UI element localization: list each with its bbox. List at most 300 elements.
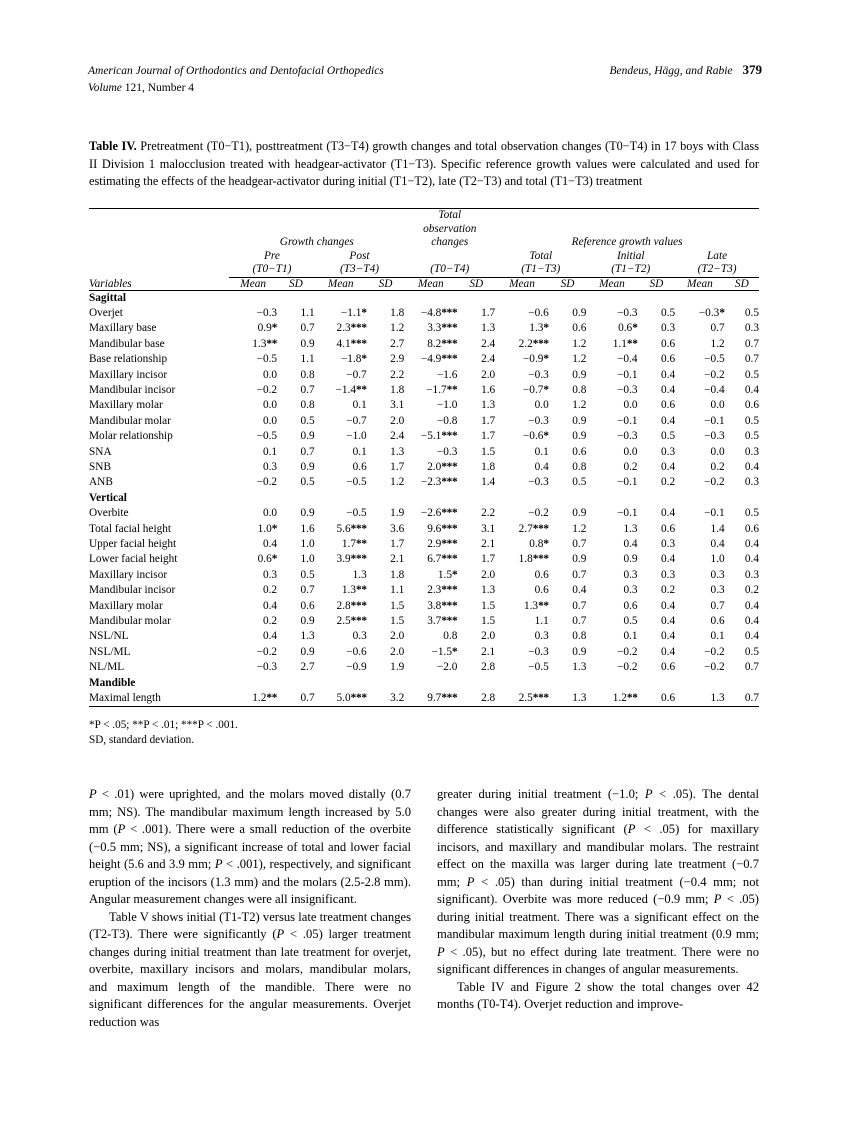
mean-value-0: 0.2 <box>262 584 278 597</box>
sd-header-5: SD <box>725 277 759 290</box>
sd-value-1: 2.9 <box>390 353 405 366</box>
section-spacer-cell <box>367 676 405 691</box>
author-list: Bendeus, Hägg, and Rabie <box>609 65 733 77</box>
sd-value-2: 2.1 <box>481 538 496 550</box>
section-spacer-cell <box>495 676 549 691</box>
sd-value-1: 1.9 <box>390 507 405 520</box>
table-row <box>89 691 759 707</box>
mean-value-4: −0.1 <box>617 507 638 520</box>
mean-value-2: 9.6*** <box>427 522 458 535</box>
sd-value-5: 0.4 <box>744 460 759 473</box>
mean-value-3: −0.3 <box>528 414 549 427</box>
sd-value-0: 0.9 <box>300 645 315 658</box>
sd-value-0: 0.8 <box>300 368 315 381</box>
sd-value-3: 0.8 <box>572 460 587 473</box>
mean-value-5: −0.3 <box>704 430 725 443</box>
page-number: 379 <box>742 62 762 77</box>
mean-value-2: 0.8 <box>443 630 458 643</box>
mean-value-1: −1.4** <box>335 383 367 396</box>
mean-value-0: 0.4 <box>262 538 278 550</box>
sd-value-0: 1.0 <box>300 553 315 566</box>
sd-value-5: 0.4 <box>744 538 759 550</box>
sd-value-3: 0.9 <box>572 306 587 319</box>
mean-value-3: 1.1 <box>534 615 549 628</box>
sd-value-4: 0.6 <box>661 337 676 350</box>
mean-value-5: −0.2 <box>704 645 725 658</box>
mean-value-5: 0.0 <box>710 399 725 412</box>
mean-value-4: −0.2 <box>617 645 638 658</box>
sd-value-4: 0.4 <box>661 414 676 427</box>
table-label: Table IV. <box>89 139 137 153</box>
mean-value-0: 1.2** <box>229 691 277 707</box>
mean-value-2: −2.6*** <box>420 507 458 520</box>
table-row <box>89 583 759 598</box>
table-row <box>89 568 759 583</box>
mean-value-2: −1.6 <box>436 368 458 381</box>
sd-value-3: 0.9 <box>572 553 587 566</box>
supergroup-growth-changes: Growth changes <box>229 209 404 250</box>
volume-issue: 121, Number 4 <box>121 82 195 94</box>
mean-value-4: 0.0 <box>623 445 638 458</box>
mean-value-1: 2.3*** <box>336 322 367 335</box>
sd-value-2: 1.5 <box>481 615 496 628</box>
sd-value-4: 0.6 <box>661 661 676 674</box>
sd-value-0: 0.5 <box>300 568 315 581</box>
mean-value-1: −0.9 <box>346 661 367 674</box>
section-header-row <box>89 290 759 306</box>
mean-value-1: −1.0 <box>346 430 367 443</box>
sd-value-0: 0.6 <box>300 599 315 612</box>
mean-value-1: 2.5*** <box>336 615 367 628</box>
mean-value-1: 1.3 <box>352 568 367 581</box>
variable-name: NSL/NL <box>89 630 129 643</box>
sd-value-3: 1.2 <box>572 399 587 412</box>
section-spacer-cell <box>229 676 277 691</box>
sd-value-3: 1.2 <box>572 522 587 535</box>
sd-value-2: 2.8 <box>481 661 496 674</box>
mean-value-5: −0.3* <box>698 306 725 319</box>
sd-value-5: 0.7 <box>744 337 759 350</box>
sd-value-1: 1.1 <box>390 584 405 597</box>
sd-value-0: 0.5 <box>300 414 315 427</box>
sd-value-3: 0.6 <box>572 445 587 458</box>
table-row <box>89 306 759 321</box>
variable-name: Maxillary molar <box>89 599 163 612</box>
section-spacer-cell <box>457 290 495 306</box>
sd-value-5: 0.5 <box>744 430 759 443</box>
mean-value-1: −0.5 <box>346 507 367 520</box>
sd-value-4: 0.4 <box>661 383 676 396</box>
variable-name: NL/ML <box>89 661 125 674</box>
section-spacer-cell <box>229 491 277 506</box>
sd-value-5: 0.4 <box>744 599 759 612</box>
sd-value-1: 1.2 <box>390 322 405 335</box>
mean-value-0: 0.1 <box>262 445 278 458</box>
subgroup-late-period: (T2−T3) <box>697 263 737 275</box>
sd-value-4: 0.4 <box>661 645 676 658</box>
sd-value-4: 0.2 <box>661 476 676 489</box>
mean-value-5: −0.4 <box>704 383 725 396</box>
variable-name: Lower facial height <box>89 553 178 566</box>
sd-value-0: 1.0 <box>300 538 315 550</box>
variables-header: Variables <box>89 277 132 290</box>
sd-value-1: 2.2 <box>390 368 405 381</box>
sd-value-1: 1.5 <box>390 599 405 612</box>
sd-value-0: 0.9 <box>300 615 315 628</box>
sd-value-3: 0.5 <box>572 476 587 489</box>
sd-value-4: 0.5 <box>661 430 676 443</box>
table-row <box>89 522 759 537</box>
sd-value-1: 1.7 <box>390 538 405 550</box>
sd-value-2: 1.8 <box>481 460 496 473</box>
mean-header-1: Mean <box>315 277 367 290</box>
mean-value-5: 0.2 <box>710 460 725 473</box>
sd-value-1: 2.4 <box>390 430 405 443</box>
mean-value-5: 1.0 <box>710 553 725 566</box>
sd-value-5: 0.5 <box>744 414 759 427</box>
sd-value-2: 2.0 <box>481 630 496 643</box>
sd-value-1: 3.2 <box>367 691 405 707</box>
section-spacer-cell <box>549 676 587 691</box>
sd-value-5: 0.5 <box>744 306 759 319</box>
sd-value-4: 0.6 <box>661 522 676 535</box>
mean-value-2: 3.8*** <box>427 599 458 612</box>
sd-value-2: 1.7 <box>481 553 496 566</box>
mean-value-2: 2.9*** <box>427 538 458 550</box>
sd-value-3: 0.9 <box>572 368 587 381</box>
sd-value-1: 2.0 <box>390 630 405 643</box>
sd-value-4: 0.3 <box>661 568 676 581</box>
mean-value-5: 0.6 <box>710 615 725 628</box>
mean-value-0: −0.2 <box>256 383 278 396</box>
mean-value-1: −1.8* <box>340 353 367 366</box>
subgroup-initial <box>586 250 675 278</box>
sd-value-3: 0.6 <box>572 322 587 335</box>
mean-value-2: 6.7*** <box>427 553 458 566</box>
sd-value-2: 1.7 <box>481 430 496 443</box>
mean-value-4: 0.0 <box>623 399 638 412</box>
mean-value-4: 0.1 <box>623 630 638 643</box>
subgroup-corner <box>89 250 229 278</box>
mean-value-1: −1.1* <box>340 306 367 319</box>
table-row <box>89 460 759 475</box>
supergroup-toc-line1: Total <box>438 209 462 221</box>
table-row <box>89 321 759 336</box>
mean-value-4: 0.6* <box>618 322 638 335</box>
subgroup-total-obs <box>404 250 495 278</box>
mean-value-2: −1.0 <box>436 399 458 412</box>
section-spacer-cell <box>495 491 549 506</box>
table-row <box>89 645 759 660</box>
sd-value-0: 0.9 <box>300 507 315 520</box>
section-spacer-cell <box>586 491 637 506</box>
sd-value-4: 0.6 <box>661 353 676 366</box>
variable-name: Maxillary incisor <box>89 368 168 381</box>
sd-value-0: 0.7 <box>300 584 315 597</box>
mean-value-2: 9.7*** <box>404 691 457 707</box>
subgroup-totalobs-name <box>404 250 495 264</box>
mean-value-0: 0.0 <box>262 399 278 412</box>
table-row <box>89 552 759 567</box>
sd-value-1: 2.0 <box>390 414 405 427</box>
mean-value-2: −4.9*** <box>420 353 458 366</box>
sd-value-2: 1.6 <box>481 383 496 396</box>
mean-value-0: 0.4 <box>262 599 278 612</box>
sd-value-5: 0.3 <box>744 445 759 458</box>
body-column-right <box>437 786 759 1014</box>
sd-value-0: 0.5 <box>300 476 315 489</box>
subgroup-row <box>89 250 759 278</box>
subgroup-initial-name: Initial <box>616 249 645 262</box>
mean-value-4: 1.1** <box>612 337 638 350</box>
section-title: Sagittal <box>89 290 229 306</box>
sd-value-2: 1.3 <box>481 584 496 597</box>
sd-value-4: 0.3 <box>661 322 676 335</box>
sd-value-1: 1.7 <box>390 460 405 473</box>
sd-value-3: 1.3 <box>549 691 587 707</box>
body-column-left <box>89 786 411 1031</box>
mean-value-1: 5.6*** <box>336 522 367 535</box>
footnote-abbrev: SD, standard deviation. <box>89 734 195 746</box>
running-head-right <box>610 62 762 79</box>
mean-value-4: −0.1 <box>617 368 638 381</box>
table-row <box>89 445 759 460</box>
supergroup-corner <box>89 209 229 250</box>
sd-value-4: 0.4 <box>661 368 676 381</box>
mean-value-1: 1.7** <box>341 538 367 550</box>
variable-name: Mandibular incisor <box>89 383 176 396</box>
sd-value-2: 1.3 <box>481 322 496 335</box>
mean-value-2: −0.3 <box>436 445 458 458</box>
subgroup-pre-name: Pre <box>264 249 280 262</box>
sd-value-5: 0.7 <box>744 353 759 366</box>
sd-value-1: 2.7 <box>390 337 405 350</box>
mean-value-5: −0.5 <box>704 353 725 366</box>
table-caption <box>89 138 759 191</box>
mean-value-0: 1.0* <box>257 522 278 535</box>
sd-value-1: 1.2 <box>390 476 405 489</box>
variable-name: Upper facial height <box>89 538 177 550</box>
sd-value-0: 0.7 <box>300 445 315 458</box>
sd-value-5: 0.6 <box>744 399 759 412</box>
mean-value-4: 0.4 <box>623 538 638 550</box>
variable-name: Overbite <box>89 507 129 520</box>
sd-value-1: 2.1 <box>390 553 405 566</box>
section-spacer-cell <box>367 290 405 306</box>
mean-value-4: −0.3 <box>617 306 638 319</box>
sd-value-4: 0.4 <box>661 553 676 566</box>
section-spacer-cell <box>725 676 759 691</box>
table-row <box>89 383 759 398</box>
supergroup-total-observation <box>404 209 495 250</box>
mean-header-3: Mean <box>495 277 549 290</box>
mean-value-3: 0.1 <box>534 445 549 458</box>
sd-header-2: SD <box>457 277 495 290</box>
sd-value-1: 1.8 <box>390 383 405 396</box>
sd-value-2: 2.8 <box>457 691 495 707</box>
sd-value-5: 0.4 <box>744 383 759 396</box>
variable-name: Maxillary molar <box>89 399 163 412</box>
table-header <box>89 209 759 291</box>
sd-value-5: 0.7 <box>725 691 759 707</box>
sd-value-1: 2.0 <box>390 645 405 658</box>
table-row <box>89 629 759 644</box>
subgroup-total <box>495 250 586 278</box>
body-right-paragraph-1: Table IV and Figure 2 show the total changes over 42 months (T0-T4). Overjet reduction and improve- <box>437 979 759 1011</box>
sd-value-4: 0.2 <box>661 584 676 597</box>
mean-value-3: 0.6 <box>534 568 549 581</box>
sd-value-3: 0.8 <box>572 630 587 643</box>
mean-value-1: −0.7 <box>346 368 367 381</box>
section-title: Mandible <box>89 676 136 689</box>
sd-value-0: 0.8 <box>300 399 315 412</box>
sd-value-2: 1.3 <box>481 399 496 412</box>
mean-value-2: 3.3*** <box>427 322 458 335</box>
mean-value-0: 0.3 <box>262 460 278 473</box>
variable-name: Molar relationship <box>89 430 173 443</box>
section-spacer-cell <box>725 290 759 306</box>
mean-value-2: −2.3*** <box>420 476 458 489</box>
table-row <box>89 414 759 429</box>
mean-value-3: −0.3 <box>528 476 549 489</box>
mean-value-3: −0.7* <box>522 383 549 396</box>
variable-name: Base relationship <box>89 353 168 366</box>
mean-value-3: −0.2 <box>528 507 549 520</box>
mean-value-5: 0.3 <box>710 568 725 581</box>
section-spacer-cell <box>315 290 367 306</box>
mean-value-5: 0.3 <box>710 584 725 597</box>
sd-value-5: 0.4 <box>744 630 759 643</box>
section-spacer-cell <box>229 290 277 306</box>
mean-value-4: −0.1 <box>617 414 638 427</box>
subgroup-late-name: Late <box>707 249 728 262</box>
mean-value-5: −0.1 <box>704 414 725 427</box>
mean-value-3: 1.8*** <box>518 553 549 566</box>
table-iv <box>89 208 759 707</box>
mean-value-0: 0.0 <box>262 414 278 427</box>
mean-value-3: −0.5 <box>528 661 549 674</box>
mean-value-5: −0.1 <box>704 507 725 520</box>
mean-value-1: 0.3 <box>352 630 367 643</box>
mean-value-1: 0.1 <box>352 445 367 458</box>
sd-value-3: 0.8 <box>572 383 587 396</box>
sd-value-5: 0.6 <box>744 522 759 535</box>
mean-value-4: 0.6 <box>623 599 638 612</box>
variable-name: Maxillary incisor <box>89 568 168 581</box>
sd-value-5: 0.7 <box>744 661 759 674</box>
subgroup-post-period: (T3−T4) <box>339 263 379 275</box>
section-spacer-cell <box>549 491 587 506</box>
subgroup-pre-period: (T0−T1) <box>252 263 292 275</box>
body-left-paragraph-1: Table V shows initial (T1-T2) versus late treatment changes (T2-T3). There were significantly (P < .05) larger treatment changes during initial treatment than late treatment for overjet, overbite, maxillary incisors and molars, mandibular molars, and maximum length of the mandible. There were no significant differences for the angular measurements. Overjet reduction was <box>89 909 411 1029</box>
mean-sd-header-row <box>89 277 759 290</box>
mean-value-2: −5.1*** <box>420 430 458 443</box>
sd-value-4: 0.4 <box>661 615 676 628</box>
mean-value-1: 0.1 <box>352 399 367 412</box>
sd-value-1: 1.5 <box>390 615 405 628</box>
mean-header-2: Mean <box>404 277 457 290</box>
mean-value-4: 1.2** <box>586 691 637 707</box>
sd-value-5: 0.2 <box>744 584 759 597</box>
sd-value-4: 0.3 <box>661 538 676 550</box>
mean-value-4: 0.2 <box>623 460 638 473</box>
sd-value-5: 0.3 <box>744 322 759 335</box>
mean-value-0: 0.9* <box>257 322 278 335</box>
section-spacer-cell <box>549 290 587 306</box>
sd-value-3: 0.7 <box>572 538 587 550</box>
mean-value-3: 2.2*** <box>518 337 549 350</box>
mean-value-2: −1.5* <box>431 645 458 658</box>
table-caption-text: Pretreatment (T0−T1), posttreatment (T3−T4) growth changes and total observation changes (T0−T4) in 17 boys with Class II Division 1 malocclusion treated with headgear-activator (T1−T3). Specific reference growth values were calculated and used for estimating the effects of the headgear-activator during initial (T1−T2), late (T2−T3) and total (T1−T3) treatment <box>89 139 760 189</box>
sd-value-2: 2.4 <box>481 337 496 350</box>
sd-value-2: 1.7 <box>481 306 496 319</box>
subgroup-total-name: Total <box>529 249 553 262</box>
running-head <box>88 62 762 96</box>
sd-value-5: 0.5 <box>744 507 759 520</box>
data-table <box>89 208 759 707</box>
table-footnotes <box>89 718 759 748</box>
section-spacer-cell <box>586 676 637 691</box>
supergroup-toc-line3: changes <box>431 236 469 248</box>
sd-value-2: 1.7 <box>481 414 496 427</box>
table-row <box>89 337 759 352</box>
sd-value-5: 0.4 <box>744 615 759 628</box>
sd-value-1: 1.3 <box>390 445 405 458</box>
supergroup-row <box>89 209 759 250</box>
mean-header-4: Mean <box>586 277 637 290</box>
mean-value-1: −0.5 <box>346 476 367 489</box>
table-row <box>89 660 759 675</box>
supergroup-reference-growth: Reference growth values <box>495 209 759 250</box>
sd-value-0: 0.7 <box>300 383 315 396</box>
section-spacer-cell <box>586 290 637 306</box>
mean-value-1: −0.6 <box>346 645 367 658</box>
sd-value-4: 0.6 <box>661 399 676 412</box>
section-spacer-cell <box>675 290 725 306</box>
sd-value-0: 0.9 <box>300 460 315 473</box>
sd-value-4: 0.4 <box>661 507 676 520</box>
mean-value-5: 1.2 <box>710 337 725 350</box>
section-spacer-cell <box>404 491 457 506</box>
sd-header-4: SD <box>638 277 676 290</box>
mean-value-5: −0.2 <box>704 661 725 674</box>
section-spacer-cell <box>404 676 457 691</box>
mean-value-5: 0.7 <box>710 322 725 335</box>
mean-value-5: 0.7 <box>710 599 725 612</box>
section-spacer-cell <box>315 676 367 691</box>
table-row <box>89 506 759 521</box>
sd-value-3: 0.7 <box>572 568 587 581</box>
mean-value-0: 0.2 <box>262 615 278 628</box>
mean-value-3: 2.7*** <box>518 522 549 535</box>
sd-value-3: 0.9 <box>572 645 587 658</box>
variable-name: NSL/ML <box>89 645 131 658</box>
sd-value-0: 1.1 <box>300 353 315 366</box>
sd-value-3: 0.9 <box>572 414 587 427</box>
sd-value-1: 1.9 <box>390 661 405 674</box>
variable-name: Mandibular molar <box>89 414 171 427</box>
subgroup-late <box>675 250 759 278</box>
sd-value-2: 1.4 <box>481 476 496 489</box>
sd-value-0: 0.7 <box>300 322 315 335</box>
sd-value-4: 0.3 <box>661 445 676 458</box>
mean-value-3: 0.4 <box>534 460 549 473</box>
mean-value-1: 1.3** <box>341 584 367 597</box>
subgroup-totalobs-period: (T0−T4) <box>430 263 470 275</box>
mean-value-3: 2.5*** <box>495 691 549 707</box>
mean-value-0: −0.3 <box>256 661 278 674</box>
sd-value-2: 2.2 <box>481 507 496 520</box>
